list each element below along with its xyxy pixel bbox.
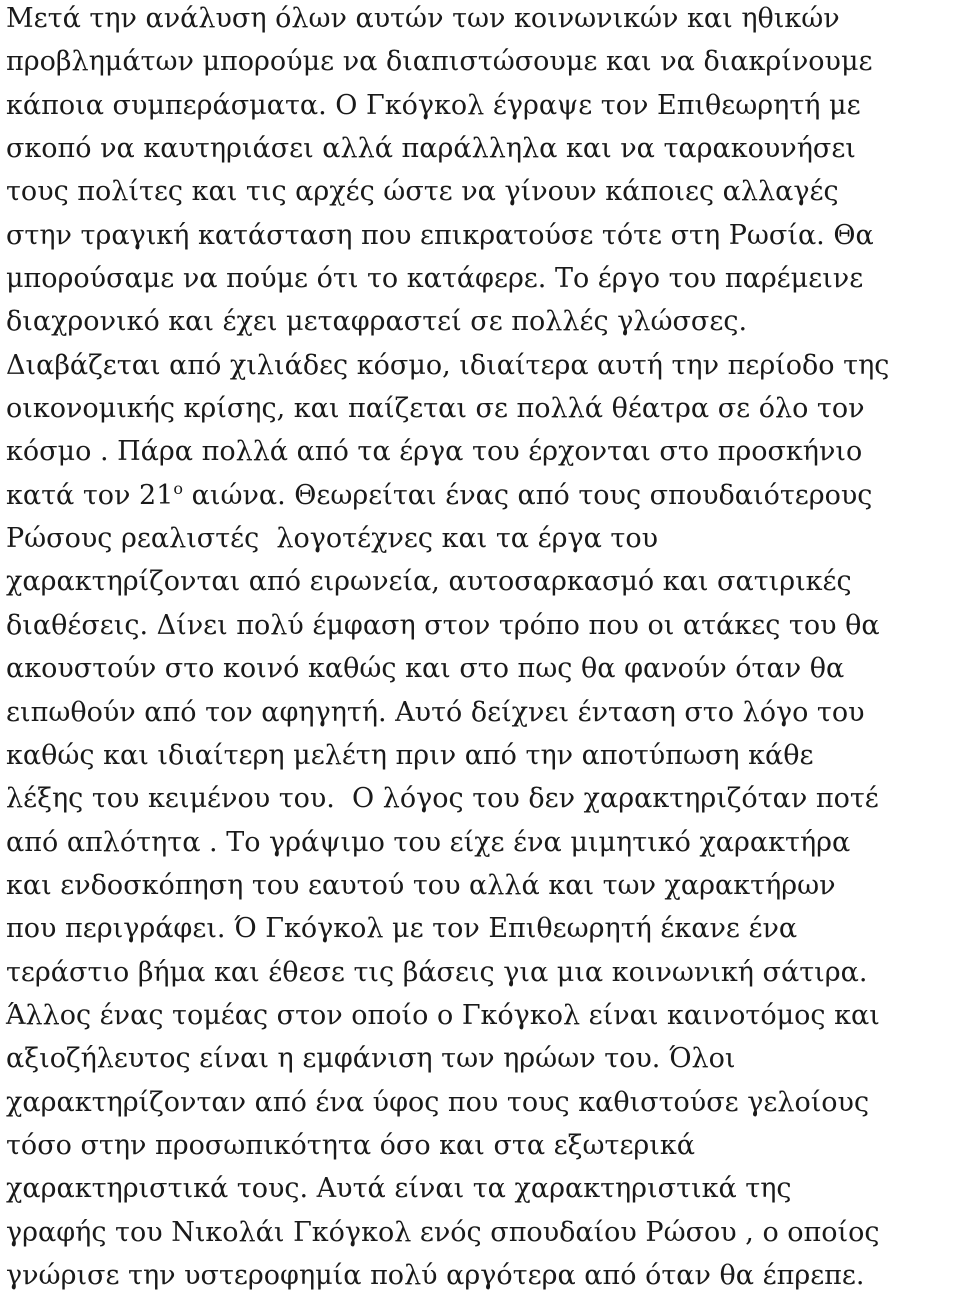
text-line: γνώρισε την υστεροφημία πολύ αργότερα από όταν θα έπρεπε. (6, 1259, 865, 1291)
document-text (6, 0, 960, 1297)
text-line: ειπωθούν από τον αφηγητή. Αυτό δείχνει ένταση στο λόγο του (6, 696, 865, 728)
text-line: Μετά την ανάλυση όλων αυτών των κοινωνικών και ηθικών (6, 3, 840, 34)
text-line: κάποια συμπεράσματα. Ο Γκόγκολ έγραψε τον Επιθεωρητή με (6, 89, 861, 121)
text-line: χαρακτηρίζονταν από ένα ύφος που τους καθιστούσε γελοίους (6, 1086, 870, 1118)
text-line: σκοπό να καυτηριάσει αλλά παράλληλα και να ταρακουνήσει (6, 133, 856, 165)
text-line: στην τραγική κατάσταση που επικρατούσε τότε στη Ρωσία. Θα (6, 219, 874, 251)
text-fragment: αιώνα. Θεωρείται ένας από τους σπουδαιότερους (183, 479, 873, 511)
text-line: μπορούσαμε να πούμε ότι το κατάφερε. Το έργο του παρέμεινε (6, 263, 864, 295)
text-line: από απλότητα . Το γράψιμο του είχε ένα μιμητικό χαρακτήρα (6, 826, 851, 858)
text-line: οικονομικής κρίσης, και παίζεται σε πολλά θέατρα σε όλο τον (6, 393, 865, 425)
text-line: καθώς και ιδιαίτερη μελέτη πριν από την αποτύπωση κάθε (6, 739, 814, 771)
text-fragment: κατά τον 21 (6, 479, 174, 511)
text-line: Διαβάζεται από χιλιάδες κόσμο, ιδιαίτερα αυτή την περίοδο της (6, 349, 890, 381)
text-line: και ενδοσκόπηση του εαυτού του αλλά και των χαρακτήρων (6, 869, 836, 901)
ordinal-superscript: ο (173, 478, 184, 498)
text-line: γραφής του Νικολάι Γκόγκολ ενός σπουδαίου Ρώσου , ο οποίος (6, 1216, 880, 1248)
text-line: που περιγράφει. Ό Γκόγκολ με τον Επιθεωρητή έκανε ένα (6, 913, 798, 945)
text-line: λέξης του κειμένου του. Ο λόγος του δεν χαρακτηριζόταν ποτέ (6, 783, 879, 815)
text-line: τεράστιο βήμα και έθεσε τις βάσεις για μια κοινωνική σάτιρα. (6, 956, 868, 988)
text-line: διαχρονικό και έχει μεταφραστεί σε πολλές γλώσσες. (6, 306, 748, 338)
text-line: Άλλος ένας τομέας στον οποίο ο Γκόγκολ είναι καινοτόμος και (6, 999, 880, 1031)
text-line: διαθέσεις. Δίνει πολύ έμφαση στον τρόπο που οι ατάκες του θα (6, 609, 880, 641)
text-line: τους πολίτες και τις αρχές ώστε να γίνουν κάποιες αλλαγές (6, 176, 839, 208)
text-line: ακουστούν στο κοινό καθώς και στο πως θα φανούν όταν θα (6, 653, 845, 685)
text-line: χαρακτηρίζονται από ειρωνεία, αυτοσαρκασμό και σατιρικές (6, 566, 852, 598)
text-line: Ρώσους ρεαλιστές λογοτέχνες και τα έργα του (6, 523, 659, 555)
text-line: κόσμο . Πάρα πολλά από τα έργα του έρχονται στο προσκήνιο (6, 436, 863, 468)
text-line-with-ordinal (6, 474, 960, 517)
text-line: αξιοζήλευτος είναι η εμφάνιση των ηρώων του. Όλοι (6, 1043, 736, 1075)
text-line: προβλημάτων μπορούμε να διαπιστώσουμε και να διακρίνουμε (6, 46, 873, 78)
text-line: τόσο στην προσωπικότητα όσο και στα εξωτερικά (6, 1129, 696, 1161)
text-line: χαρακτηριστικά τους. Αυτά είναι τα χαρακτηριστικά της (6, 1173, 792, 1205)
